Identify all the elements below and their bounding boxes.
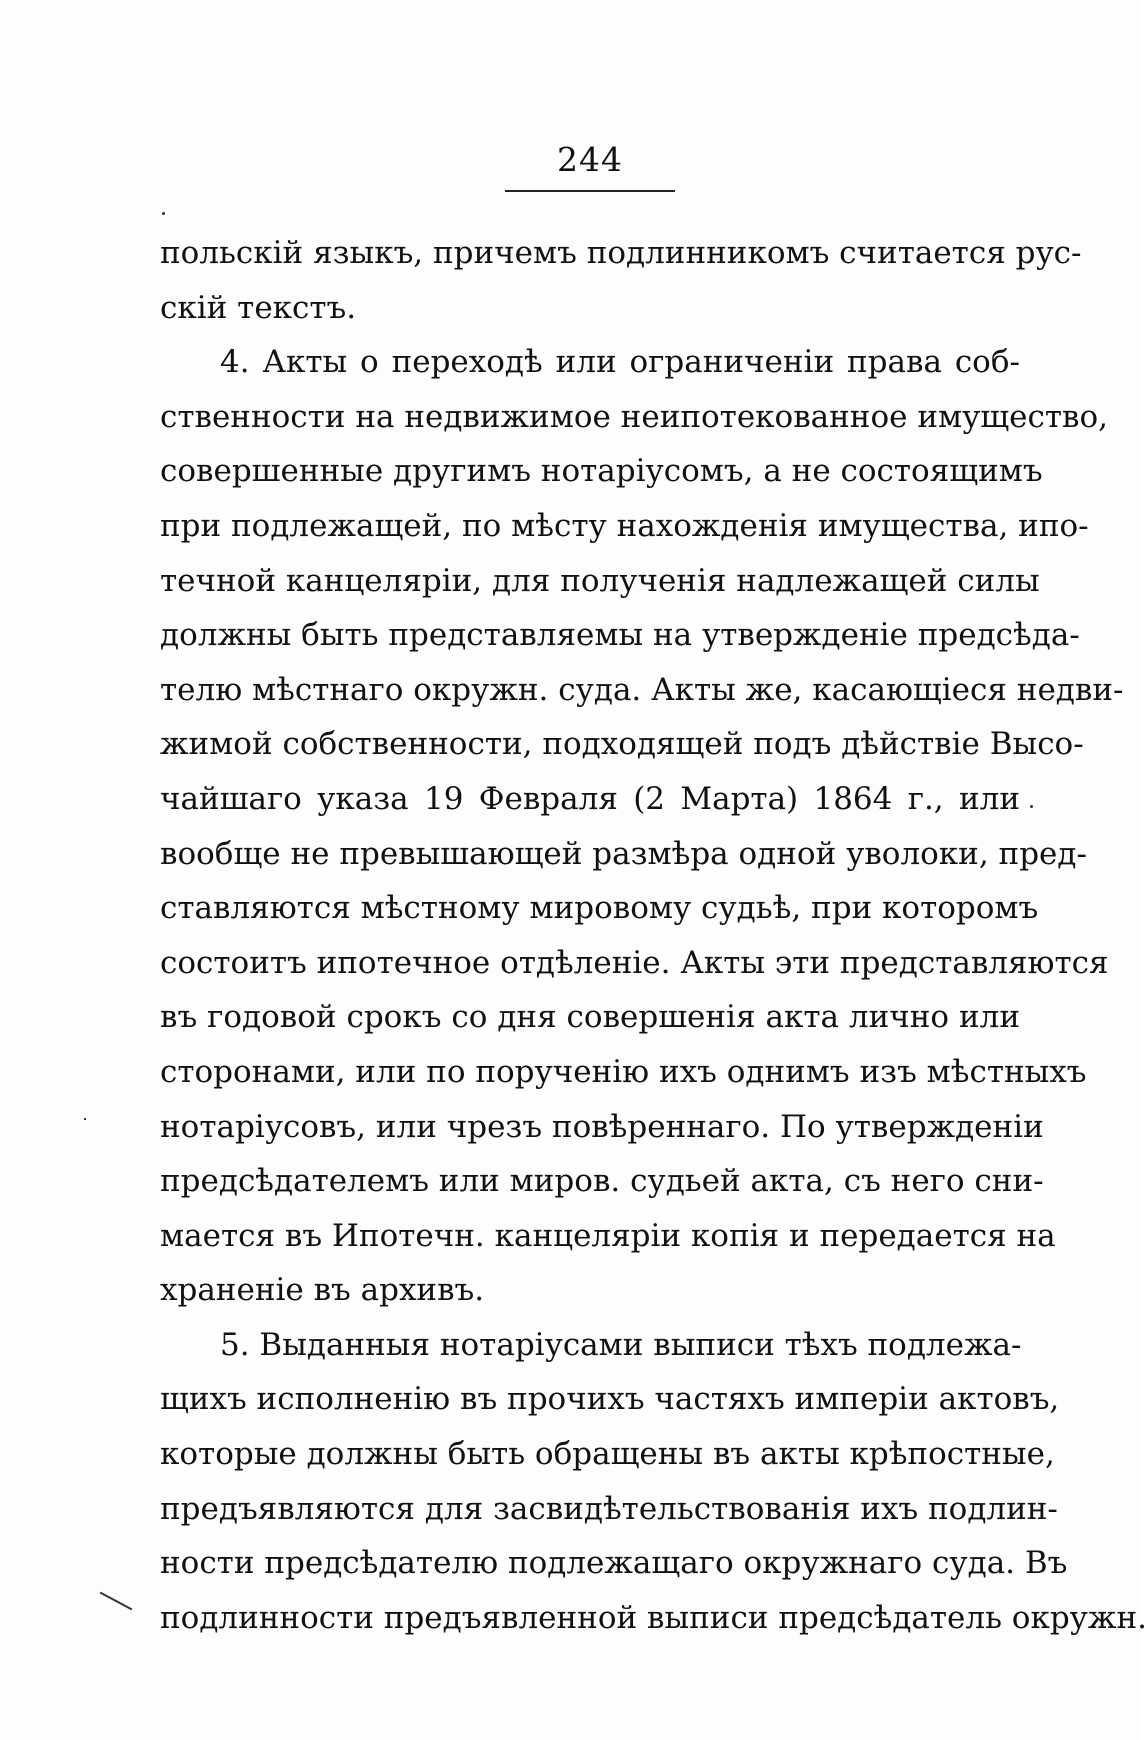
paragraph-start-line: 5. Выданныя нотаріусами выписи тѣхъ подлежа- xyxy=(220,1326,1022,1363)
text-line: нотаріусовъ, или чрезъ повѣреннаго. По утвержденіи xyxy=(160,1108,1044,1145)
page-number: 244 xyxy=(557,140,623,179)
scan-speck xyxy=(162,212,165,215)
body-text xyxy=(160,226,1147,1645)
text-line: храненіе въ архивъ. xyxy=(160,1272,485,1309)
text-line: чайшаго указа 19 Февраля (2 Марта) 1864 г., или xyxy=(160,780,1020,817)
text-line: состоитъ ипотечное отдѣленіе. Акты эти представляются xyxy=(160,944,1109,981)
text-line: жимой собственности, подходящей подъ дѣйствіе Высо- xyxy=(160,726,1084,763)
text-line: щихъ исполненію въ прочихъ частяхъ имперіи актовъ, xyxy=(160,1381,1060,1418)
text-line: совершенные другимъ нотаріусомъ, а не состоящимъ xyxy=(160,453,1043,490)
text-line: должны быть представляемы на утвержденіе предсѣда- xyxy=(160,617,1080,654)
scan-speck xyxy=(84,1118,86,1120)
text-line: телю мѣстнаго окружн. суда. Акты же, касающіеся недви- xyxy=(160,671,1124,708)
scan-mark xyxy=(100,1592,133,1611)
text-line: подлинности предъявленной выписи предсѣдатель окружн. xyxy=(160,1599,1147,1636)
text-line: въ годовой срокъ со дня совершенія акта лично или xyxy=(160,999,1020,1036)
text-line: предсѣдателемъ или миров. судьей акта, съ него сни- xyxy=(160,1163,1044,1200)
text-line: сторонами, или по порученію ихъ однимъ изъ мѣстныхъ xyxy=(160,1053,1087,1090)
text-line: ственности на недвижимое неипотекованное имущество, xyxy=(160,398,1108,435)
text-line: скій текстъ. xyxy=(160,289,357,326)
paragraph-start-line: 4. Акты о переходѣ или ограниченіи права соб- xyxy=(220,344,1020,381)
text-line: которые должны быть обращены въ акты крѣпостные, xyxy=(160,1436,1055,1473)
text-line: при подлежащей, по мѣсту нахожденія имущества, ипо- xyxy=(160,507,1089,544)
text-line: польскій языкъ, причемъ подлинникомъ считается рус- xyxy=(160,235,1082,271)
text-line: ставляются мѣстному мировому судьѣ, при которомъ xyxy=(160,890,1039,927)
text-line: предъявляются для засвидѣтельствованія ихъ подлин- xyxy=(160,1490,1058,1527)
header-rule xyxy=(505,190,675,192)
text-line: мается въ Ипотечн. канцеляріи копія и передается на xyxy=(160,1217,1056,1254)
scan-speck xyxy=(1030,805,1033,808)
text-line: течной канцеляріи, для полученія надлежащей силы xyxy=(160,562,1040,599)
text-line: вообще не превышающей размѣра одной уволоки, пред- xyxy=(160,835,1087,872)
text-line: ности предсѣдателю подлежащаго окружнаго суда. Въ xyxy=(160,1545,1068,1582)
